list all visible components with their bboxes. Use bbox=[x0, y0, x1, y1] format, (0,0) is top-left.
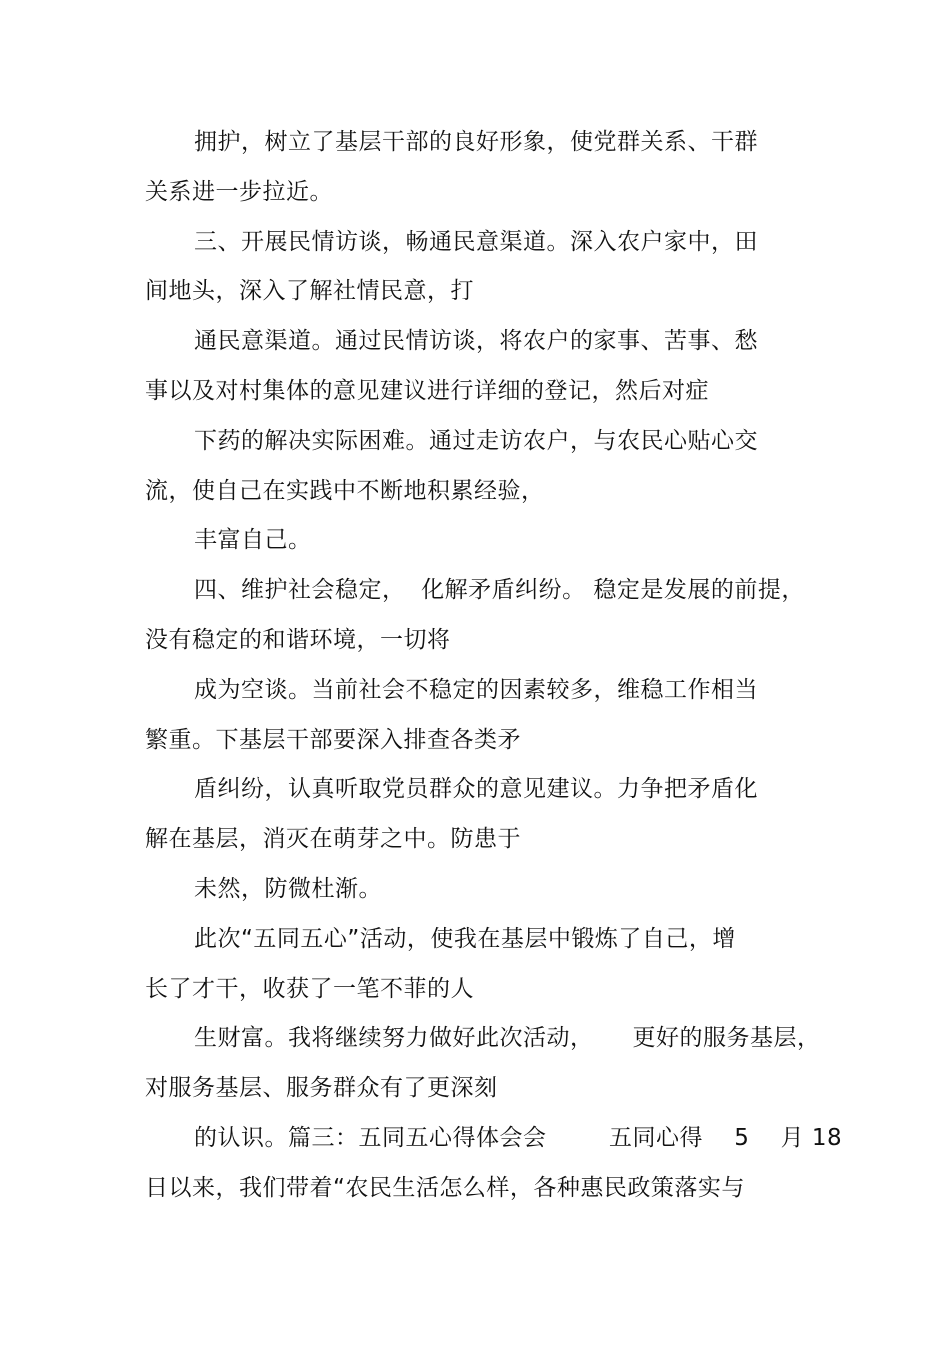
text-line: 三、开展民情访谈，畅通民意渠道。深入农户家中，田 bbox=[194, 229, 758, 255]
text-line: 通民意渠道。通过民情访谈，将农户的家事、苦事、愁 bbox=[194, 328, 758, 354]
text-line: 的认识。篇三：五同五心得体会会 五同心得 5 月 18 bbox=[194, 1125, 843, 1151]
text-line: 没有稳定的和谐环境，一切将 bbox=[145, 627, 451, 653]
text-line: 关系进一步拉近。 bbox=[145, 179, 333, 205]
text-line: 日以来，我们带着“农民生活怎么样，各种惠民政策落实与 bbox=[145, 1175, 745, 1201]
text-line: 四、维护社会稳定， 化解矛盾纠纷。 稳定是发展的前提， bbox=[194, 577, 805, 603]
text-line: 流，使自己在实践中不断地积累经验， bbox=[145, 478, 545, 504]
text-line: 事以及对村集体的意见建议进行详细的登记，然后对症 bbox=[145, 378, 709, 404]
text-line: 拥护，树立了基层干部的良好形象，使党群关系、干群 bbox=[194, 129, 758, 155]
text-line: 盾纠纷，认真听取党员群众的意见建议。力争把矛盾化 bbox=[194, 776, 758, 802]
text-line: 此次“五同五心”活动，使我在基层中锻炼了自己，增 bbox=[194, 926, 736, 952]
text-line: 间地头，深入了解社情民意，打 bbox=[145, 278, 474, 304]
text-line: 生财富。我将继续努力做好此次活动， 更好的服务基层， bbox=[194, 1025, 821, 1051]
text-line: 繁重。下基层干部要深入排查各类矛 bbox=[145, 727, 521, 753]
text-line: 解在基层，消灭在萌芽之中。防患于 bbox=[145, 826, 521, 852]
text-line: 未然，防微杜渐。 bbox=[194, 876, 382, 902]
text-line: 成为空谈。当前社会不稳定的因素较多，维稳工作相当 bbox=[194, 677, 758, 703]
text-line: 丰富自己。 bbox=[194, 527, 312, 553]
text-line: 长了才干，收获了一笔不菲的人 bbox=[145, 976, 474, 1002]
text-line: 下药的解决实际困难。通过走访农户，与农民心贴心交 bbox=[194, 428, 758, 454]
text-line: 对服务基层、服务群众有了更深刻 bbox=[145, 1075, 498, 1101]
